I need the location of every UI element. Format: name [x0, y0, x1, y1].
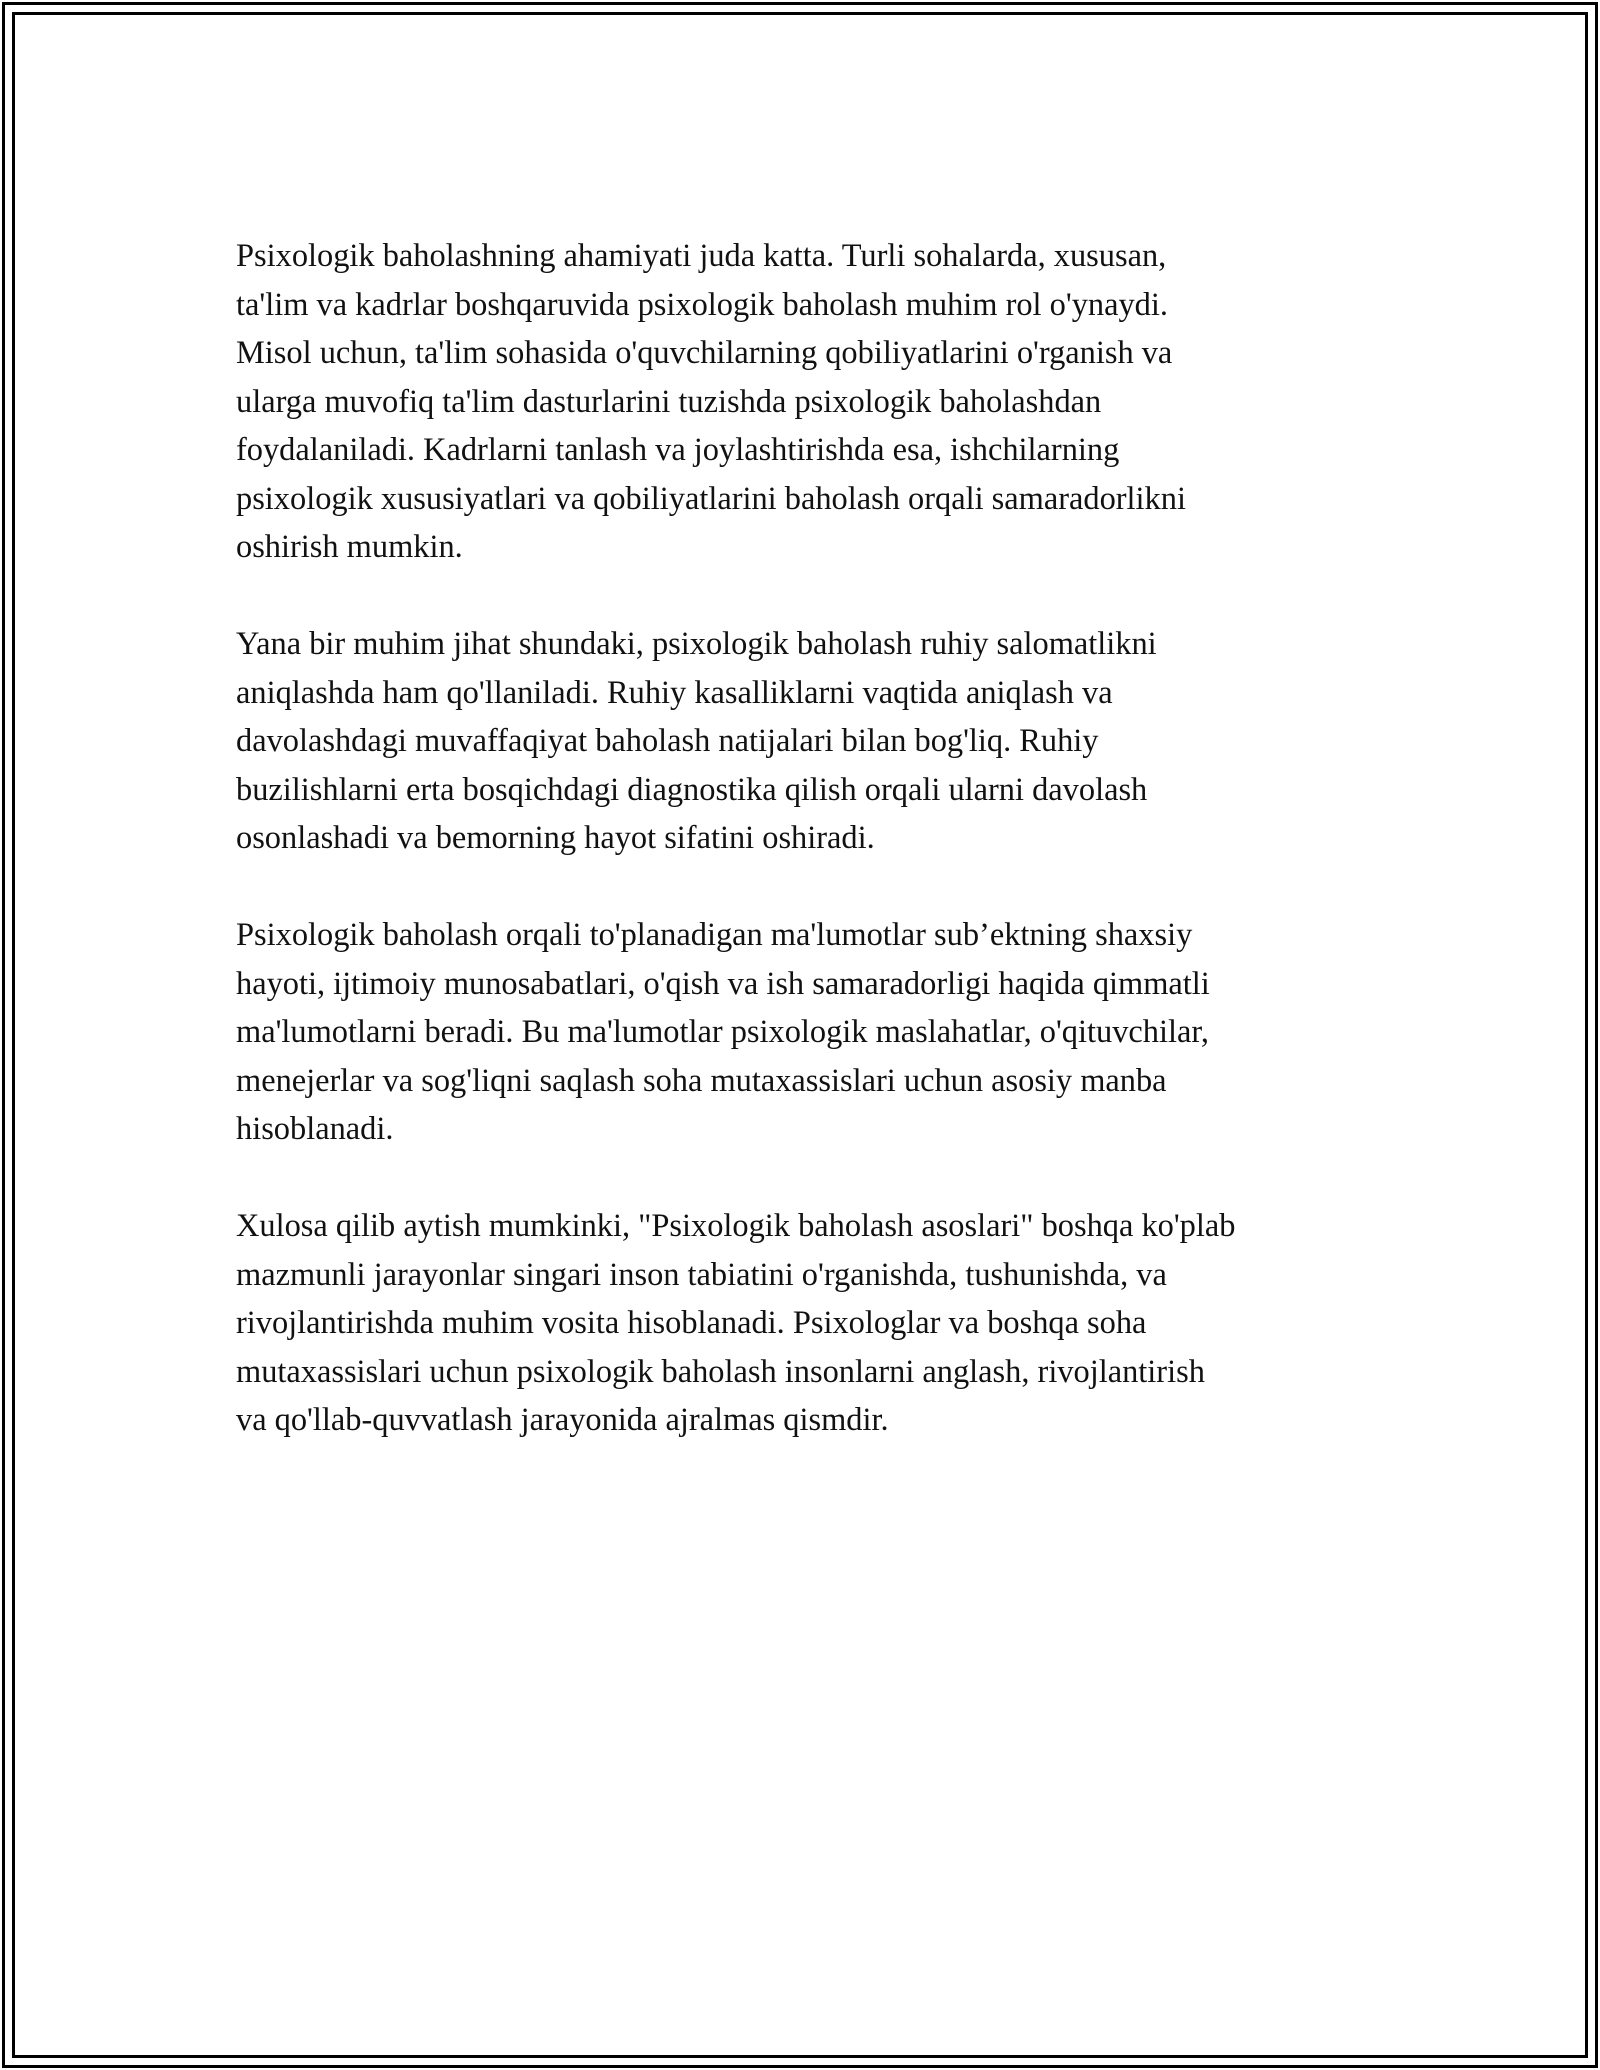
paragraph-line: oshirish mumkin.	[236, 529, 463, 565]
paragraph-line: aniqlashda ham qo'llaniladi. Ruhiy kasalliklarni vaqtida aniqlash va	[236, 674, 1113, 711]
paragraph-line: ma'lumotlarni beradi. Bu ma'lumotlar psixologik maslahatlar, o'qituvchilar,	[236, 1014, 1209, 1050]
paragraph-line: Xulosa qilib aytish mumkinki, "Psixologik baholash asoslari" boshqa ko'plab	[236, 1208, 1236, 1244]
paragraph-line: mazmunli jarayonlar singari inson tabiatini o'rganishda, tushunishda, va	[236, 1256, 1167, 1293]
paragraph-line: rivojlantirishda muhim vosita hisoblanadi. Psixologlar va boshqa soha	[236, 1305, 1147, 1341]
paragraph-line: osonlashadi va bemorning hayot sifatini oshiradi.	[236, 820, 875, 856]
paragraph-line: hayoti, ijtimoiy munosabatlari, o'qish va ish samaradorligi haqida qimmatli	[236, 965, 1210, 1002]
paragraph-line: menejerlar va sog'liqni saqlash soha mutaxassislari uchun asosiy manba	[236, 1062, 1167, 1099]
paragraph-3	[236, 911, 1376, 1154]
paragraph-line: Psixologik baholashning ahamiyati juda katta. Turli sohalarda, xususan,	[236, 238, 1167, 274]
paragraph-line: va qo'llab-quvvatlash jarayonida ajralmas qismdir.	[236, 1402, 889, 1438]
paragraph-line: psixologik xususiyatlari va qobiliyatlarini baholash orqali samaradorlikni	[236, 480, 1186, 517]
paragraph-line: foydalaniladi. Kadrlarni tanlash va joylashtirishda esa, ishchilarning	[236, 432, 1120, 468]
paragraph-line: ta'lim va kadrlar boshqaruvida psixologik baholash muhim rol o'ynaydi.	[236, 286, 1168, 323]
paragraph-line: Psixologik baholash orqali to'planadigan ma'lumotlar sub’ektning shaxsiy	[236, 917, 1193, 953]
paragraph-line: hisoblanadi.	[236, 1111, 394, 1147]
paragraph-line: Misol uchun, ta'lim sohasida o'quvchilarning qobiliyatlarini o'rganish va	[236, 335, 1173, 371]
paragraph-2	[236, 620, 1376, 863]
paragraph-line: Yana bir muhim jihat shundaki, psixologik baholash ruhiy salomatlikni	[236, 626, 1157, 662]
paragraph-1	[236, 232, 1376, 572]
paragraph-4	[236, 1202, 1376, 1445]
paragraph-line: buzilishlarni erta bosqichdagi diagnostika qilish orqali ularni davolash	[236, 771, 1148, 808]
paragraph-line: davolashdagi muvaffaqiyat baholash natijalari bilan bog'liq. Ruhiy	[236, 723, 1099, 759]
paragraph-line: ularga muvofiq ta'lim dasturlarini tuzishda psixologik baholashdan	[236, 383, 1102, 420]
paragraph-line: mutaxassislari uchun psixologik baholash insonlarni anglash, rivojlantirish	[236, 1353, 1205, 1390]
document-body	[236, 232, 1376, 1493]
